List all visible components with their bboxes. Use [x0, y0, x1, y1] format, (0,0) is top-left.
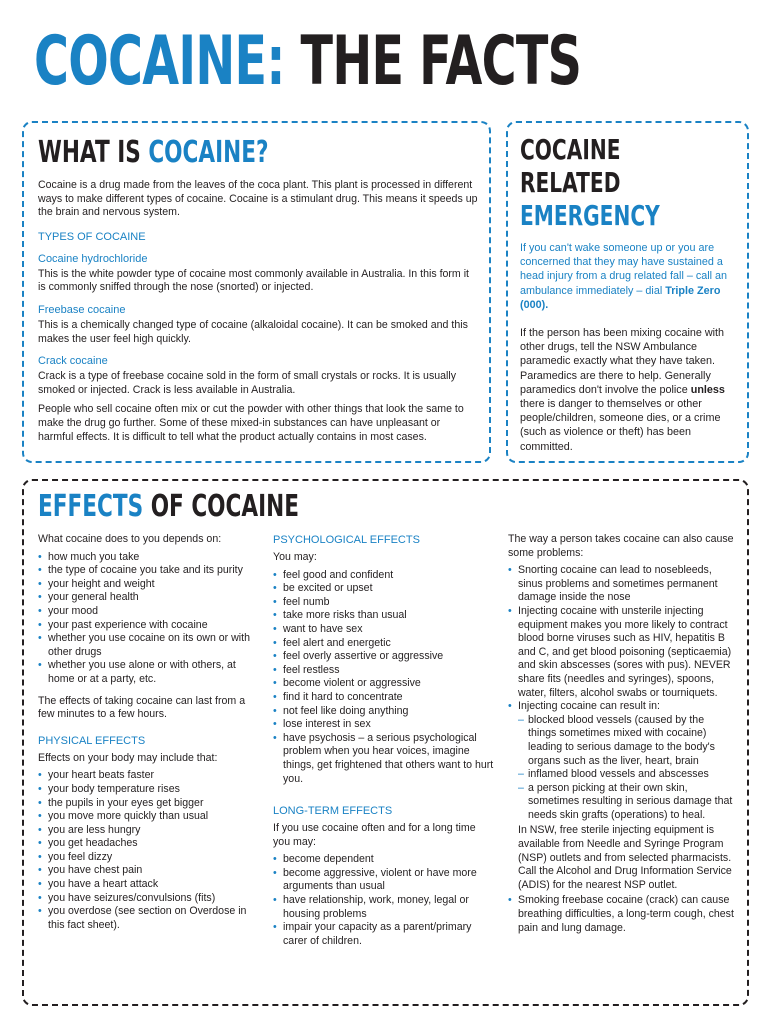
list-item: • become dependent — [273, 853, 495, 867]
psychological-heading: PSYCHOLOGICAL EFFECTS — [273, 534, 420, 546]
crack-text: Crack is a type of freebase cocaine sold in the form of small crystals or rocks. It is usually smoked or injected. Crack is less available in Australia. — [38, 370, 457, 396]
effects-column-3 — [508, 533, 734, 943]
what-heading-part-1: WHAT IS — [38, 135, 141, 170]
list-item: • impair your capacity as a parent/primary carer of children. — [273, 921, 495, 948]
what-intro: Cocaine is a drug made from the leaves of the coca plant. This plant is processed in different ways to make different types of cocaine. Cocaine is a stimulant drug. This means it speeds up the brain and nervous system. — [38, 179, 478, 219]
list-item: – a person picking at their own skin, sometimes resulting in serious damage that needs skin grafts (operations) to heal. — [518, 782, 734, 823]
effects-heading — [38, 489, 299, 525]
list-item: • whether you use cocaine on its own or with other drugs — [38, 632, 260, 659]
list-item: • be excited or upset — [273, 582, 495, 596]
what-body — [38, 179, 478, 450]
list-item: • Injecting cocaine with unsterile injecting equipment makes you more likely to contract blood borne viruses such as HIV, hepatitis B and C, and get blood poisoning (septicaemia) and skin abscesses (sores with pus). NEVER share fits (needles and syringes), spoons, water, filters, alcohol swabs or tourniquets. — [508, 605, 734, 700]
effects-column-1 — [38, 533, 260, 940]
emergency-lead — [520, 241, 738, 312]
list-item: • you get headaches — [38, 837, 260, 851]
what-heading — [38, 135, 269, 171]
list-item: • your mood — [38, 605, 260, 619]
way-list — [508, 564, 734, 935]
list-item: • how much you take — [38, 551, 260, 565]
list-item: • have relationship, work, money, legal or housing problems — [273, 894, 495, 921]
list-item: • you have chest pain — [38, 864, 260, 878]
physical-list — [38, 769, 260, 932]
nsp-text: In NSW, free sterile injecting equipment is available from Needle and Syringe Program (NSP) outlets and from selected pharmacists. Call the Alcohol and Drug Information Service (ADIS) for the nearest NSP outlet. — [518, 824, 732, 891]
emergency-unless: unless — [690, 383, 725, 396]
effects-column-2 — [273, 533, 495, 956]
list-item: • feel alert and energetic — [273, 637, 495, 651]
longterm-intro: If you use cocaine often and for a long time you may: — [273, 822, 476, 848]
title-part-2: THE FACTS — [300, 22, 582, 101]
list-item: • you have a heart attack — [38, 878, 260, 892]
list-item: • the type of cocaine you take and its purity — [38, 564, 260, 578]
list-item: • your heart beats faster — [38, 769, 260, 783]
hydrochloride-heading: Cocaine hydrochloride — [38, 252, 148, 265]
list-item: • you feel dizzy — [38, 851, 260, 865]
duration-text: The effects of taking cocaine can last from a few minutes to a few hours. — [38, 694, 246, 721]
list-item: – inflamed blood vessels and abscesses — [518, 768, 734, 782]
list-item: • become violent or aggressive — [273, 677, 495, 691]
depends-list — [38, 551, 260, 687]
depends-intro: What cocaine does to you depends on: — [38, 533, 222, 545]
list-item: • feel restless — [273, 664, 495, 678]
longterm-heading: LONG-TERM EFFECTS — [273, 805, 393, 818]
list-item: – blocked blood vessels (caused by the things sometimes mixed with cocaine) leading to serious damage to the body's organs such as the liver, heart, brain — [518, 714, 734, 768]
page-title — [34, 22, 581, 102]
list-item: • want to have sex — [273, 623, 495, 637]
list-item: • have psychosis – a serious psychological problem when you hear voices, imagine things, get frightened that others want to hurt you. — [273, 732, 495, 786]
list-item: • your height and weight — [38, 578, 260, 592]
list-item: • take more risks than usual — [273, 609, 495, 623]
freebase-text: This is a chemically changed type of cocaine (alkaloidal cocaine). It can be smoked and this makes the user feel high quickly. — [38, 318, 468, 345]
what-is-cocaine-panel — [22, 121, 491, 463]
list-item: • feel overly assertive or aggressive — [273, 650, 495, 664]
psychological-list — [273, 569, 495, 787]
emergency-panel — [506, 121, 749, 463]
emergency-heading-line-2: RELATED — [520, 166, 621, 199]
emergency-body — [520, 241, 738, 454]
freebase-heading: Freebase cocaine — [38, 303, 126, 316]
physical-heading: PHYSICAL EFFECTS — [38, 734, 146, 747]
emergency-advice-1: If the person has been mixing cocaine with other drugs, tell the NSW Ambulance paramedic exactly what they have taken. Paramedics are there to help. Generally paramedics don't involve the police — [520, 327, 725, 396]
effects-heading-part-2: OF COCAINE — [150, 489, 299, 524]
effects-heading-part-1: EFFECTS — [38, 489, 144, 524]
list-item: • feel good and confident — [273, 569, 495, 583]
cut-text: People who sell cocaine often mix or cut the powder with other things that look the same to make the drug go further. Some of these mixed-in substances can have unpleasant or harmful effects. It is difficult to tell what the product actually contains in most cases. — [38, 403, 464, 443]
list-item: • lose interest in sex — [273, 718, 495, 732]
hydrochloride-text: This is the white powder type of cocaine most commonly available in Australia. In this form it is commonly sniffed through the nose (snorted) or injected. — [38, 267, 470, 294]
list-item: • you overdose (see section on Overdose in this fact sheet). — [38, 905, 260, 932]
list-item: • you are less hungry — [38, 824, 260, 838]
list-item: • your past experience with cocaine — [38, 619, 260, 633]
physical-intro: Effects on your body may include that: — [38, 751, 218, 764]
emergency-heading-line-1: COCAINE — [520, 133, 621, 166]
list-item: • your general health — [38, 591, 260, 605]
what-heading-part-2: COCAINE? — [148, 135, 269, 170]
way-3-text: Injecting cocaine can result in: — [518, 700, 660, 713]
list-item: • become aggressive, violent or have more arguments than usual — [273, 867, 495, 894]
list-item — [508, 700, 734, 892]
emergency-advice — [520, 326, 738, 454]
list-item: • feel numb — [273, 596, 495, 610]
emergency-heading — [520, 133, 660, 232]
crack-heading: Crack cocaine — [38, 355, 108, 368]
list-item: • Smoking freebase cocaine (crack) can cause breathing difficulties, a long-term cough, chest pain and lung damage. — [508, 894, 734, 935]
injection-results-list — [518, 714, 734, 823]
emergency-lead-text: If you can't wake someone up or you are concerned that they may have sustained a head injury from a drug related fall – call an ambulance immediately – dial — [520, 242, 728, 297]
emergency-advice-2: there is danger to themselves or other people/children, someone dies, or a crime (such as violence or theft) has been committed. — [520, 398, 721, 453]
emergency-number: Triple Zero (000). — [520, 284, 721, 311]
list-item: • whether you use alone or with others, at home or at a party, etc. — [38, 659, 260, 686]
psychological-intro: You may: — [273, 551, 317, 563]
emergency-heading-line-3: EMERGENCY — [520, 199, 660, 232]
longterm-list — [273, 853, 495, 948]
list-item: • you have seizures/convulsions (fits) — [38, 892, 260, 906]
way-intro: The way a person takes cocaine can also cause some problems: — [508, 533, 734, 559]
title-part-1: COCAINE: — [34, 22, 285, 101]
list-item: • the pupils in your eyes get bigger — [38, 797, 260, 811]
list-item: • find it hard to concentrate — [273, 691, 495, 705]
effects-panel — [22, 479, 749, 1006]
list-item: • your body temperature rises — [38, 783, 260, 797]
list-item: • not feel like doing anything — [273, 705, 495, 719]
list-item: • you move more quickly than usual — [38, 810, 260, 824]
list-item: • Snorting cocaine can lead to nosebleeds, sinus problems and sometimes permanent damage inside the nose — [508, 564, 734, 605]
types-heading: TYPES OF COCAINE — [38, 230, 146, 243]
